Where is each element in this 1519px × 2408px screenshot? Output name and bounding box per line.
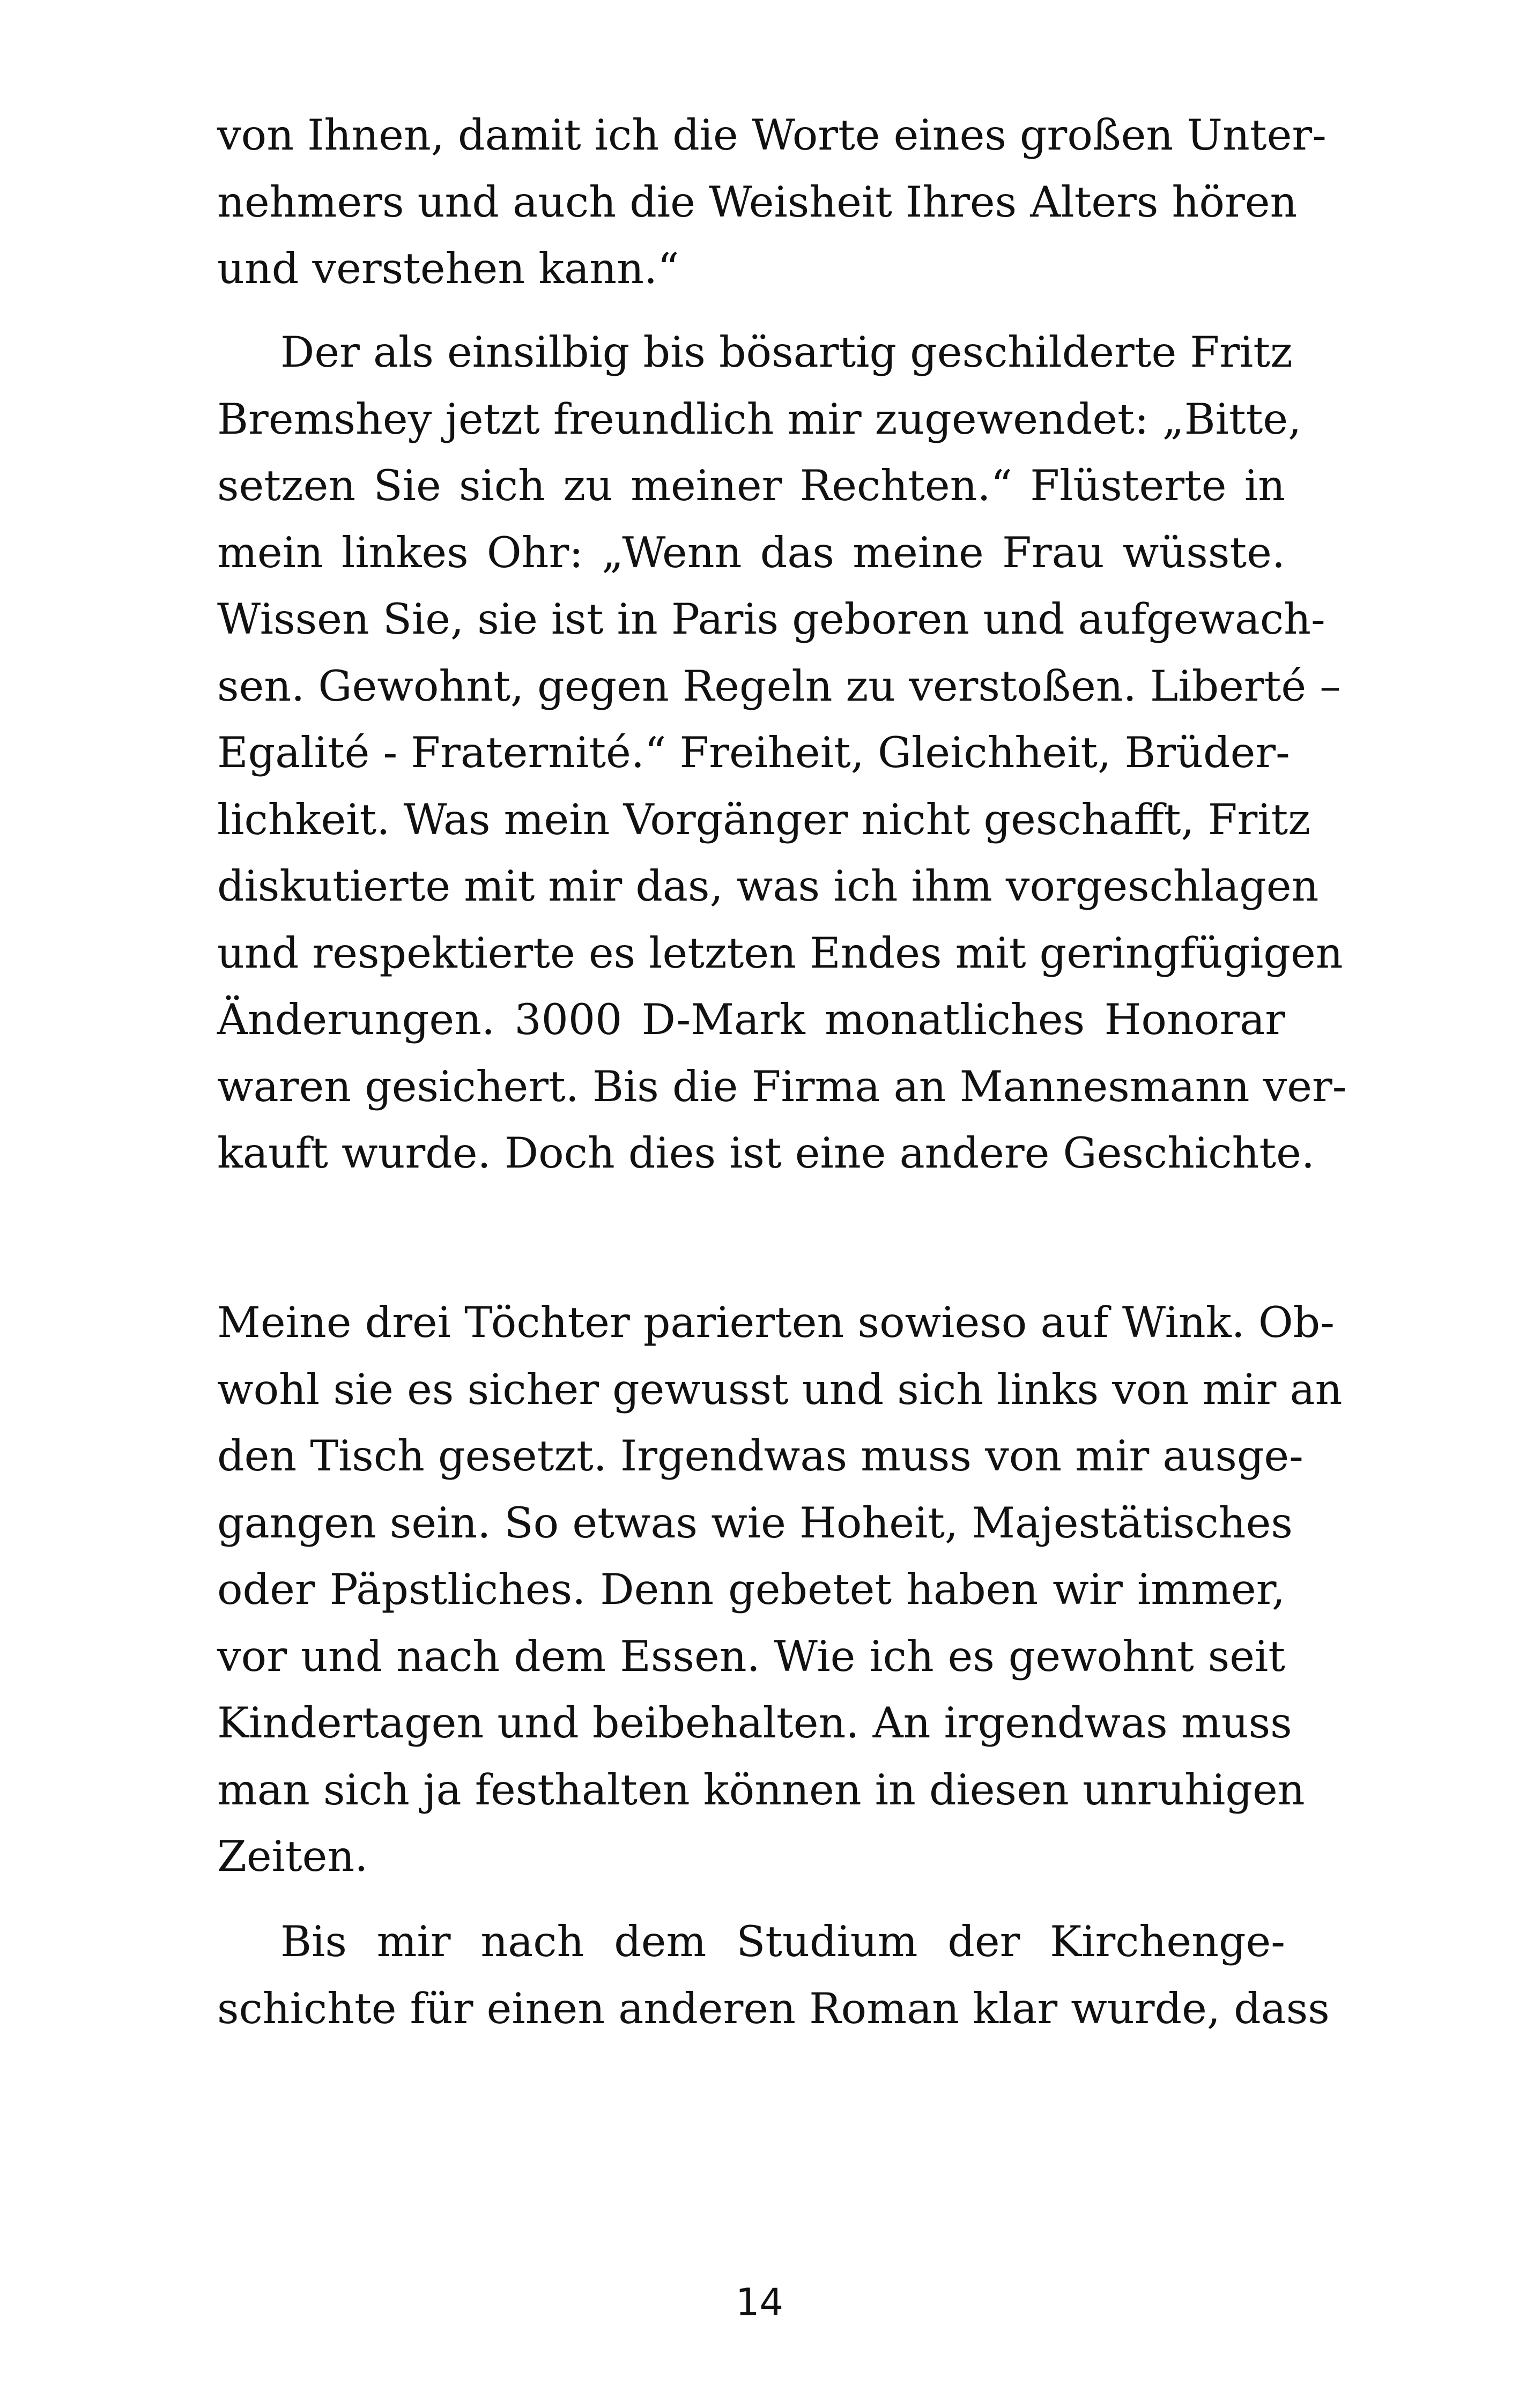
text-line: diskutierte mit mir das, was ich ihm vorgeschlagen xyxy=(217,861,1319,911)
text-line: Zeiten. xyxy=(217,1832,368,1881)
text-line: kauft wurde. Doch dies ist eine andere Geschichte. xyxy=(217,1128,1315,1178)
paragraph-3 xyxy=(217,1289,1343,1890)
page-number: 14 xyxy=(735,2280,784,2324)
paragraph-4 xyxy=(217,1908,1330,2042)
text-line: Egalité - Fraternité.“ Freiheit, Gleichheit, Brüder- xyxy=(217,728,1290,777)
paragraph-1 xyxy=(217,102,1327,302)
text-line: den Tisch gesetzt. Irgendwas muss von mir ausge- xyxy=(217,1431,1303,1481)
text-line: sen. Gewohnt, gegen Regeln zu verstoßen. Liberté – xyxy=(217,661,1341,711)
text-line: nehmers und auch die Weisheit Ihres Alters hören xyxy=(217,177,1298,227)
text-line: Bremshey jetzt freundlich mir zugewendet: „Bitte, xyxy=(217,394,1302,444)
paragraph-2 xyxy=(217,319,1347,1187)
text-line: vor und nach dem Essen. Wie ich es gewohnt seit xyxy=(217,1631,1285,1681)
text-line: schichte für einen anderen Roman klar wurde, dass xyxy=(217,1983,1330,2033)
text-line: und verstehen kann.“ xyxy=(217,244,679,293)
text-line: Kindertagen und beibehalten. An irgendwas muss xyxy=(217,1698,1292,1748)
text-line: wohl sie es sicher gewusst und sich links von mir an xyxy=(217,1364,1343,1414)
text-line: und respektierte es letzten Endes mit geringfügigen xyxy=(217,928,1343,978)
text-line: man sich ja festhalten können in diesen unruhigen xyxy=(217,1765,1305,1815)
text-line: gangen sein. So etwas wie Hoheit, Majestätisches xyxy=(217,1498,1293,1548)
text-line: setzen Sie sich zu meiner Rechten.“ Flüsterte in xyxy=(217,461,1285,510)
text-line: Änderungen. 3000 D-Mark monatliches Honorar xyxy=(217,995,1285,1044)
text-line: waren gesichert. Bis die Firma an Mannesmann ver- xyxy=(217,1061,1347,1111)
text-line: lichkeit. Was mein Vorgänger nicht geschafft, Fritz xyxy=(217,794,1310,844)
text-line: von Ihnen, damit ich die Worte eines großen Unter- xyxy=(217,110,1327,160)
text-line: Der als einsilbig bis bösartig geschilderte Fritz xyxy=(280,328,1293,377)
text-line: Bis mir nach dem Studium der Kirchenge- xyxy=(280,1917,1285,1966)
text-line: mein linkes Ohr: „Wenn das meine Frau wüsste. xyxy=(217,527,1285,577)
text-line: Meine drei Töchter parierten sowieso auf Wink. Ob- xyxy=(217,1298,1335,1347)
text-line: oder Päpstliches. Denn gebetet haben wir immer, xyxy=(217,1565,1285,1614)
text-line: Wissen Sie, sie ist in Paris geboren und aufgewach- xyxy=(217,594,1325,644)
